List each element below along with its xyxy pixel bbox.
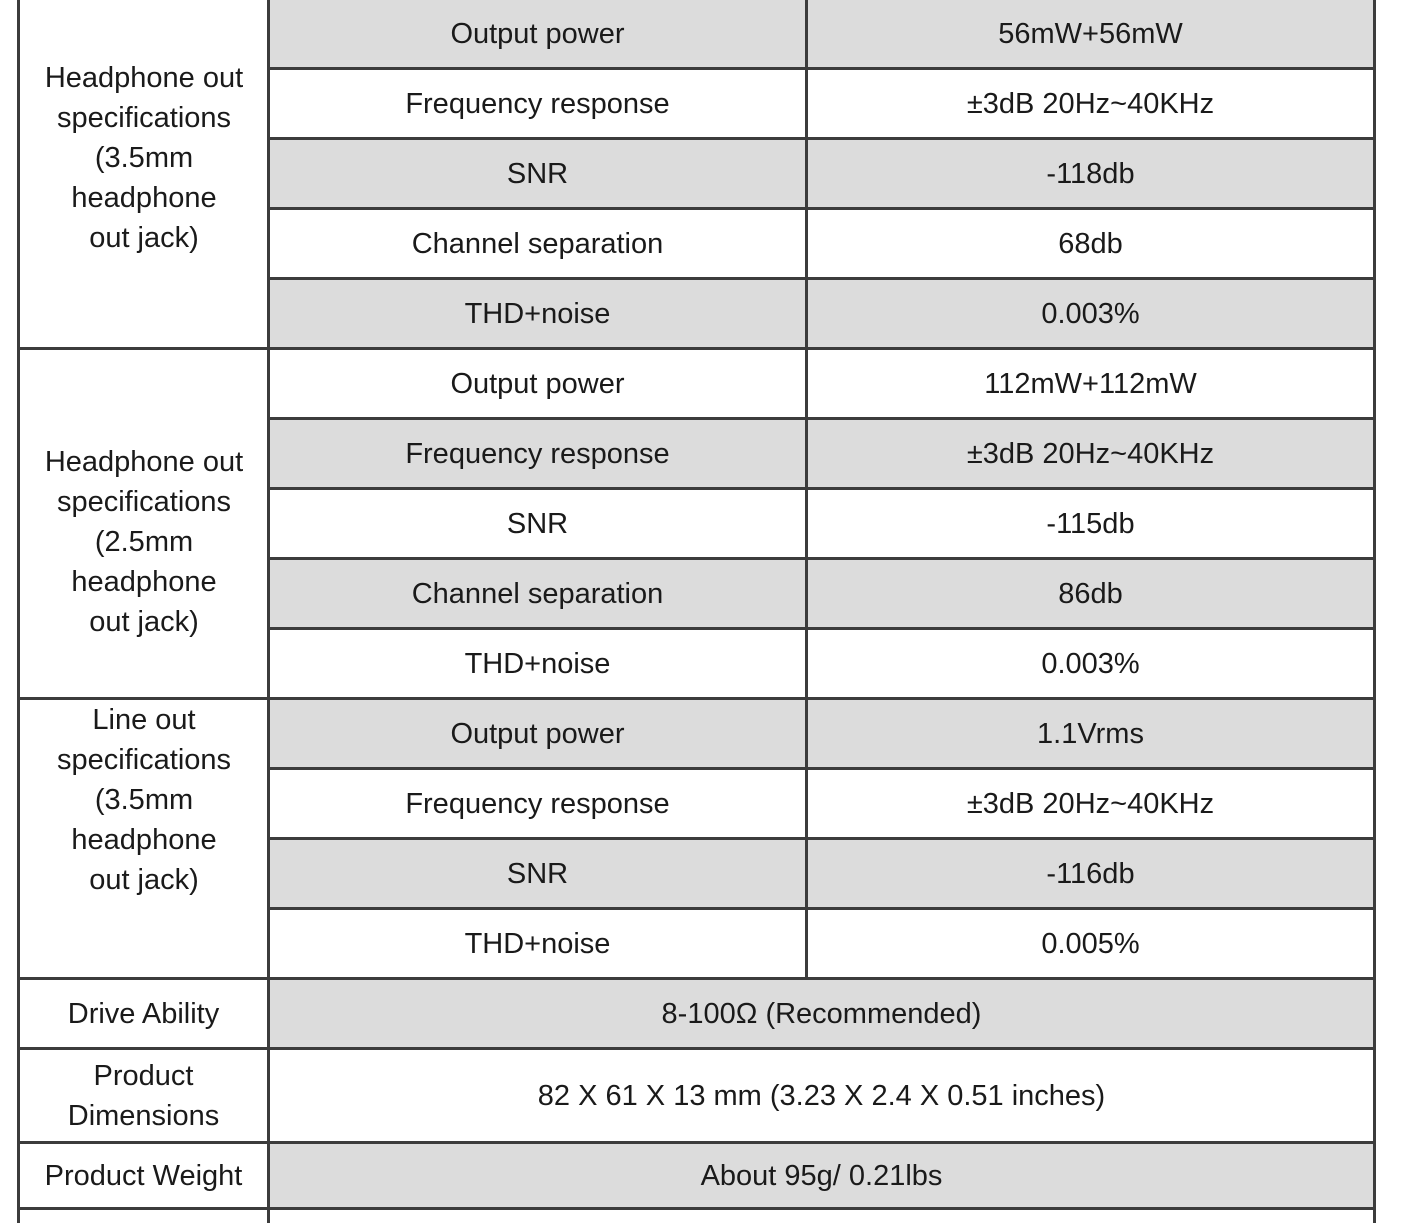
value-cell: 0.003% xyxy=(807,629,1375,699)
weight-label: Product Weight xyxy=(19,1143,269,1209)
value-cell: -115db xyxy=(807,489,1375,559)
partial-cell xyxy=(19,1209,269,1223)
table-row xyxy=(19,1049,1375,1143)
dimensions-label-line: Dimensions xyxy=(67,1099,220,1132)
value-cell: 0.005% xyxy=(807,909,1375,979)
group-label-line: Line out xyxy=(92,704,196,736)
group-label-line: (2.5mm headphone xyxy=(71,526,217,598)
spec-table xyxy=(17,0,1376,1223)
param-cell: Output power xyxy=(269,349,807,419)
param-cell: SNR xyxy=(269,489,807,559)
value-cell: ±3dB 20Hz~40KHz xyxy=(807,769,1375,839)
param-cell: Frequency response xyxy=(269,69,807,139)
group-label-line: Headphone out xyxy=(44,62,244,94)
group-label-cell xyxy=(19,699,269,979)
drive-ability-value: 8-100Ω (Recommended) xyxy=(269,979,1375,1049)
value-cell: 86db xyxy=(807,559,1375,629)
group-label-line: Headphone out xyxy=(44,446,244,478)
partial-cell xyxy=(269,1209,1375,1223)
group-label-line: headphone xyxy=(71,182,217,214)
param-cell: THD+noise xyxy=(269,279,807,349)
group-label-cell xyxy=(19,0,269,349)
group-label-line: out jack) xyxy=(89,222,199,254)
table-row xyxy=(19,349,1375,419)
value-cell: ±3dB 20Hz~40KHz xyxy=(807,419,1375,489)
dimensions-value: 82 X 61 X 13 mm (3.23 X 2.4 X 0.51 inches) xyxy=(269,1049,1375,1143)
param-cell: Channel separation xyxy=(269,209,807,279)
group-label-line: specifications xyxy=(56,102,232,134)
param-cell: Output power xyxy=(269,699,807,769)
value-cell: 68db xyxy=(807,209,1375,279)
dimensions-label xyxy=(19,1049,269,1143)
param-cell: Frequency response xyxy=(269,769,807,839)
value-cell: -116db xyxy=(807,839,1375,909)
drive-ability-label: Drive Ability xyxy=(19,979,269,1049)
value-cell: 112mW+112mW xyxy=(807,349,1375,419)
group-label-line: specifications xyxy=(56,744,232,776)
group-label-cell xyxy=(19,349,269,699)
param-cell: THD+noise xyxy=(269,909,807,979)
value-cell: 56mW+56mW xyxy=(807,0,1375,69)
group-label-line: specifications xyxy=(56,486,232,518)
param-cell: THD+noise xyxy=(269,629,807,699)
weight-value: About 95g/ 0.21lbs xyxy=(269,1143,1375,1209)
group-label-line: (3.5mm xyxy=(94,142,194,174)
table-row xyxy=(19,979,1375,1049)
value-cell: 0.003% xyxy=(807,279,1375,349)
value-cell: -118db xyxy=(807,139,1375,209)
group-label-line: out jack) xyxy=(89,864,199,896)
param-cell: SNR xyxy=(269,139,807,209)
value-cell: ±3dB 20Hz~40KHz xyxy=(807,69,1375,139)
value-cell: 1.1Vrms xyxy=(807,699,1375,769)
param-cell: Frequency response xyxy=(269,419,807,489)
param-cell: Channel separation xyxy=(269,559,807,629)
table-row xyxy=(19,699,1375,769)
group-label-line: (3.5mm headphone xyxy=(71,784,217,856)
table-row xyxy=(19,0,1375,69)
param-cell: SNR xyxy=(269,839,807,909)
param-cell: Output power xyxy=(269,0,807,69)
table-row-partial xyxy=(19,1209,1375,1223)
dimensions-label-line: Product xyxy=(93,1059,194,1092)
table-row xyxy=(19,1143,1375,1209)
group-label-line: out jack) xyxy=(89,606,199,638)
